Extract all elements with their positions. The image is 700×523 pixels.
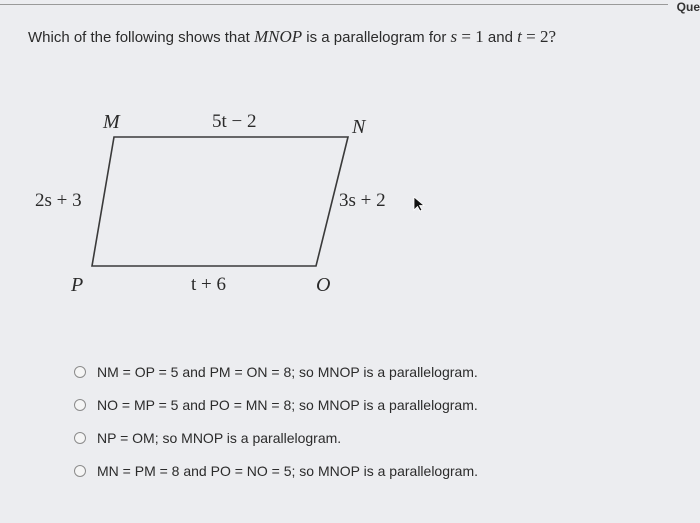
choice-1-label: NM = OP = 5 and PM = ON = 8; so MNOP is a parallelogram.	[97, 364, 478, 380]
choice-1[interactable]	[74, 364, 478, 380]
vertex-p-label: P	[71, 274, 84, 296]
question-middle: is a parallelogram for	[302, 29, 451, 46]
question-t-var: t	[517, 27, 522, 46]
question-text	[28, 27, 556, 47]
question-s-var: s	[450, 27, 458, 46]
choice-2[interactable]	[74, 397, 478, 413]
vertex-o-label: O	[316, 274, 331, 296]
mouse-pointer-icon	[413, 196, 425, 212]
question-and: and	[483, 29, 518, 46]
vertex-n-label: N	[352, 116, 366, 138]
choice-4-radio[interactable]	[74, 465, 86, 477]
choice-2-label: NO = MP = 5 and PO = MN = 8; so MNOP is a parallelogram.	[97, 397, 478, 413]
top-divider	[0, 4, 668, 5]
question-label: Que	[676, 0, 700, 14]
question-shape: MNOP	[253, 27, 303, 46]
choice-3[interactable]	[74, 430, 341, 446]
side-bottom-label: t + 6	[191, 274, 226, 295]
question-eq1: = 1	[457, 27, 484, 46]
choice-4[interactable]	[74, 463, 478, 479]
choice-3-label: NP = OM; so MNOP is a parallelogram.	[97, 430, 342, 446]
parallelogram-shape	[92, 137, 348, 266]
side-right-label: 3s + 2	[339, 190, 386, 211]
question-prefix: Which of the following shows that	[28, 29, 254, 46]
choice-3-radio[interactable]	[74, 432, 86, 444]
side-top-label: 5t − 2	[212, 111, 257, 132]
choice-4-label: MN = PM = 8 and PO = NO = 5; so MNOP is a parallelogram.	[97, 463, 479, 479]
choice-2-radio[interactable]	[74, 399, 86, 411]
vertex-m-label: M	[103, 111, 120, 133]
question-eq2: = 2?	[521, 27, 556, 46]
choice-1-radio[interactable]	[74, 366, 86, 378]
side-left-label: 2s + 3	[35, 190, 82, 211]
